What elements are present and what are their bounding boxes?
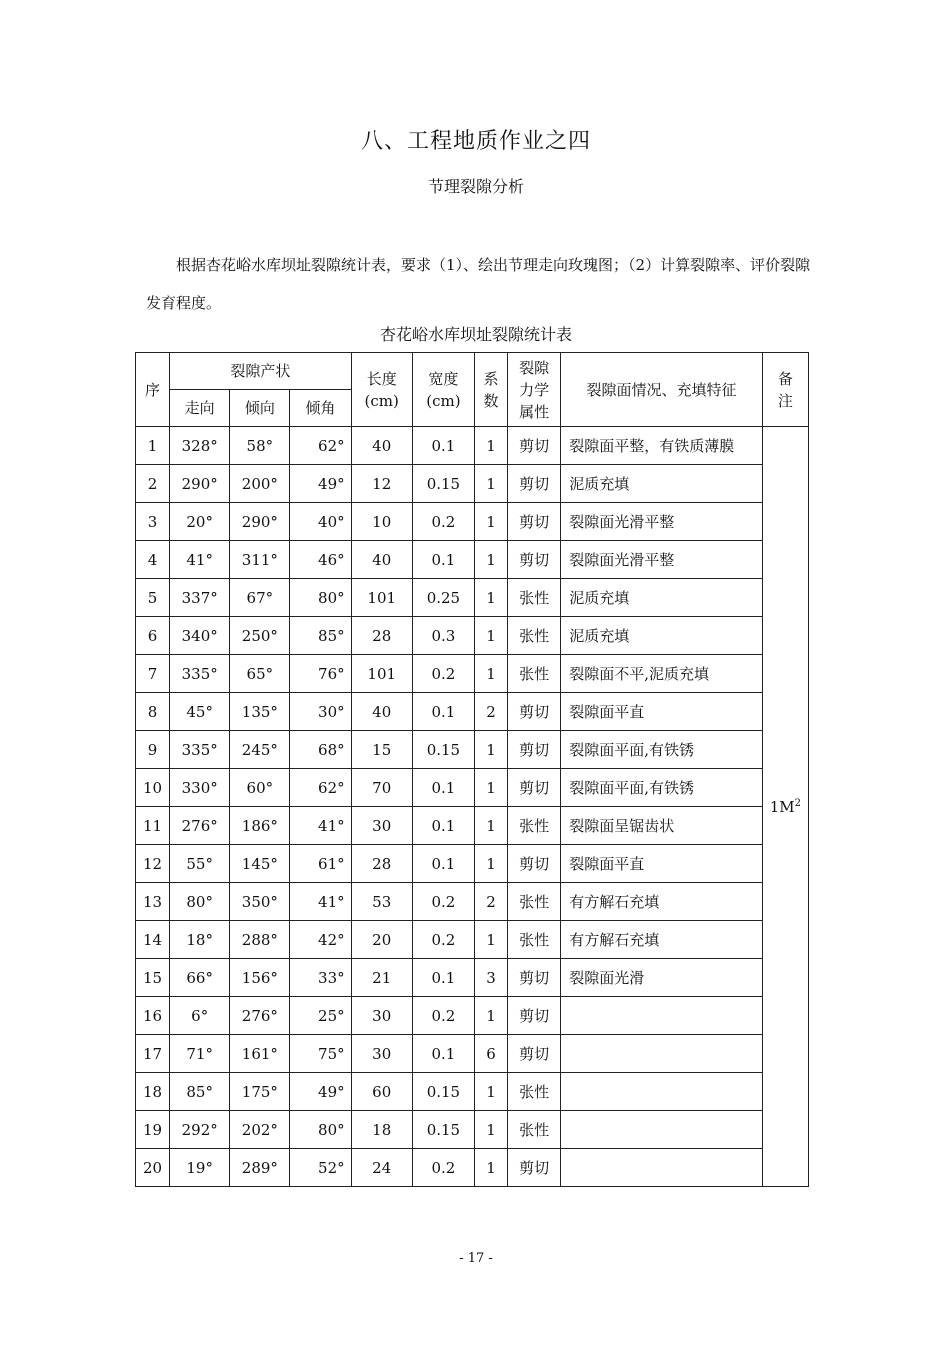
- width-cell: 0.1: [412, 959, 474, 997]
- row-number: 8: [136, 693, 170, 731]
- coefficient-cell: 2: [474, 883, 507, 921]
- dip-direction-cell: 311°: [230, 541, 290, 579]
- width-cell: 0.1: [412, 693, 474, 731]
- dip-direction-cell: 161°: [230, 1035, 290, 1073]
- intro-paragraph: 根据杏花峪水库坝址裂隙统计表，要求（1）、绘出节理走向玫瑰图；（2）计算裂隙率、评价裂隙发育程度。: [146, 256, 811, 312]
- header-seq: 序: [136, 353, 170, 427]
- table-row: [136, 1073, 809, 1111]
- mechanics-cell: 剪切: [508, 1035, 561, 1073]
- length-cell: 30: [351, 997, 412, 1035]
- header-strike: 走向: [170, 390, 230, 427]
- row-number: 1: [136, 427, 170, 465]
- description-cell: 泥质充填: [561, 579, 763, 617]
- coefficient-cell: 3: [474, 959, 507, 997]
- dip-direction-cell: 60°: [230, 769, 290, 807]
- description-cell: 裂隙面光滑平整: [561, 541, 763, 579]
- dip-angle-cell: 41°: [290, 807, 351, 845]
- length-cell: 15: [351, 731, 412, 769]
- dip-direction-cell: 245°: [230, 731, 290, 769]
- description-cell: 裂隙面光滑: [561, 959, 763, 997]
- length-cell: 28: [351, 845, 412, 883]
- table-row: [136, 1111, 809, 1149]
- coefficient-cell: 1: [474, 465, 507, 503]
- dip-direction-cell: 350°: [230, 883, 290, 921]
- description-cell: 有方解石充填: [561, 921, 763, 959]
- dip-angle-cell: 68°: [290, 731, 351, 769]
- description-cell: [561, 1073, 763, 1111]
- dip-angle-cell: 33°: [290, 959, 351, 997]
- dip-direction-cell: 135°: [230, 693, 290, 731]
- dip-angle-cell: 41°: [290, 883, 351, 921]
- dip-direction-cell: 67°: [230, 579, 290, 617]
- dip-direction-cell: 200°: [230, 465, 290, 503]
- table-row: [136, 769, 809, 807]
- strike-cell: 335°: [170, 655, 230, 693]
- length-cell: 70: [351, 769, 412, 807]
- dip-angle-cell: 61°: [290, 845, 351, 883]
- width-cell: 0.1: [412, 427, 474, 465]
- width-cell: 0.1: [412, 769, 474, 807]
- length-cell: 10: [351, 503, 412, 541]
- description-cell: 裂隙面平面,有铁锈: [561, 731, 763, 769]
- mechanics-cell: 剪切: [508, 959, 561, 997]
- remark-value: 1M: [769, 797, 795, 816]
- page-subtitle: 节理裂隙分析: [427, 177, 524, 196]
- mechanics-cell: 剪切: [508, 541, 561, 579]
- coefficient-cell: 1: [474, 1073, 507, 1111]
- header-mechanics: 裂隙 力学 属性: [508, 353, 561, 427]
- row-number: 17: [136, 1035, 170, 1073]
- coefficient-cell: 1: [474, 1149, 507, 1187]
- table-row: [136, 997, 809, 1035]
- width-cell: 0.2: [412, 655, 474, 693]
- dip-angle-cell: 85°: [290, 617, 351, 655]
- mechanics-cell: 剪切: [508, 845, 561, 883]
- mechanics-cell: 剪切: [508, 769, 561, 807]
- row-number: 19: [136, 1111, 170, 1149]
- table-row: [136, 427, 809, 465]
- coefficient-cell: 1: [474, 655, 507, 693]
- description-cell: 裂隙面不平,泥质充填: [561, 655, 763, 693]
- row-number: 20: [136, 1149, 170, 1187]
- page-number: - 17 -: [459, 1251, 493, 1266]
- dip-direction-cell: 288°: [230, 921, 290, 959]
- strike-cell: 20°: [170, 503, 230, 541]
- mechanics-cell: 剪切: [508, 1149, 561, 1187]
- coefficient-cell: 1: [474, 427, 507, 465]
- table-row: [136, 693, 809, 731]
- row-number: 15: [136, 959, 170, 997]
- length-cell: 30: [351, 1035, 412, 1073]
- strike-cell: 330°: [170, 769, 230, 807]
- mechanics-cell: 张性: [508, 617, 561, 655]
- dip-angle-cell: 49°: [290, 1073, 351, 1111]
- mechanics-cell: 张性: [508, 579, 561, 617]
- mechanics-cell: 张性: [508, 921, 561, 959]
- header-remark: 备 注: [762, 353, 808, 427]
- width-cell: 0.2: [412, 883, 474, 921]
- coefficient-cell: 1: [474, 579, 507, 617]
- row-number: 5: [136, 579, 170, 617]
- dip-angle-cell: 80°: [290, 579, 351, 617]
- table-row: [136, 921, 809, 959]
- header-coefficient: 系 数: [474, 353, 507, 427]
- description-cell: [561, 1111, 763, 1149]
- width-cell: 0.3: [412, 617, 474, 655]
- coefficient-cell: 1: [474, 769, 507, 807]
- strike-cell: 55°: [170, 845, 230, 883]
- row-number: 3: [136, 503, 170, 541]
- width-cell: 0.15: [412, 731, 474, 769]
- dip-angle-cell: 76°: [290, 655, 351, 693]
- strike-cell: 292°: [170, 1111, 230, 1149]
- length-cell: 60: [351, 1073, 412, 1111]
- description-cell: 裂隙面平整，有铁质薄膜: [561, 427, 763, 465]
- header-dip-angle: 倾角: [290, 390, 351, 427]
- table-row: [136, 1149, 809, 1187]
- width-cell: 0.2: [412, 1149, 474, 1187]
- description-cell: [561, 1149, 763, 1187]
- length-cell: 53: [351, 883, 412, 921]
- table-row: [136, 731, 809, 769]
- dip-angle-cell: 62°: [290, 769, 351, 807]
- description-cell: 泥质充填: [561, 617, 763, 655]
- table-row: [136, 617, 809, 655]
- width-cell: 0.15: [412, 1111, 474, 1149]
- header-description: 裂隙面情况、充填特征: [561, 353, 763, 427]
- length-cell: 18: [351, 1111, 412, 1149]
- row-number: 6: [136, 617, 170, 655]
- coefficient-cell: 1: [474, 617, 507, 655]
- strike-cell: 328°: [170, 427, 230, 465]
- length-cell: 28: [351, 617, 412, 655]
- dip-angle-cell: 75°: [290, 1035, 351, 1073]
- strike-cell: 340°: [170, 617, 230, 655]
- table-row: [136, 465, 809, 503]
- dip-angle-cell: 46°: [290, 541, 351, 579]
- coefficient-cell: 1: [474, 921, 507, 959]
- fracture-table: [135, 352, 809, 1187]
- table-row: [136, 807, 809, 845]
- length-cell: 30: [351, 807, 412, 845]
- dip-direction-cell: 145°: [230, 845, 290, 883]
- width-cell: 0.25: [412, 579, 474, 617]
- dip-direction-cell: 65°: [230, 655, 290, 693]
- width-cell: 0.1: [412, 845, 474, 883]
- coefficient-cell: 6: [474, 1035, 507, 1073]
- width-cell: 0.15: [412, 1073, 474, 1111]
- mechanics-cell: 张性: [508, 1111, 561, 1149]
- dip-angle-cell: 30°: [290, 693, 351, 731]
- strike-cell: 276°: [170, 807, 230, 845]
- mechanics-cell: 张性: [508, 883, 561, 921]
- mechanics-cell: 剪切: [508, 731, 561, 769]
- dip-angle-cell: 25°: [290, 997, 351, 1035]
- strike-cell: 18°: [170, 921, 230, 959]
- strike-cell: 337°: [170, 579, 230, 617]
- mechanics-cell: 张性: [508, 807, 561, 845]
- dip-direction-cell: 156°: [230, 959, 290, 997]
- row-number: 12: [136, 845, 170, 883]
- dip-direction-cell: 175°: [230, 1073, 290, 1111]
- description-cell: 裂隙面呈锯齿状: [561, 807, 763, 845]
- length-cell: 12: [351, 465, 412, 503]
- strike-cell: 71°: [170, 1035, 230, 1073]
- table-row: [136, 655, 809, 693]
- dip-direction-cell: 58°: [230, 427, 290, 465]
- row-number: 2: [136, 465, 170, 503]
- row-number: 7: [136, 655, 170, 693]
- strike-cell: 6°: [170, 997, 230, 1035]
- remark-cell: [762, 427, 808, 1187]
- description-cell: 裂隙面平直: [561, 693, 763, 731]
- length-cell: 101: [351, 579, 412, 617]
- length-cell: 24: [351, 1149, 412, 1187]
- mechanics-cell: 剪切: [508, 427, 561, 465]
- length-cell: 40: [351, 693, 412, 731]
- coefficient-cell: 1: [474, 845, 507, 883]
- table-row: [136, 541, 809, 579]
- strike-cell: 66°: [170, 959, 230, 997]
- mechanics-cell: 剪切: [508, 465, 561, 503]
- description-cell: 裂隙面平面,有铁锈: [561, 769, 763, 807]
- mechanics-cell: 张性: [508, 655, 561, 693]
- row-number: 14: [136, 921, 170, 959]
- mechanics-cell: 剪切: [508, 503, 561, 541]
- description-cell: 泥质充填: [561, 465, 763, 503]
- dip-direction-cell: 289°: [230, 1149, 290, 1187]
- table-row: [136, 1035, 809, 1073]
- table-row: [136, 959, 809, 997]
- strike-cell: 41°: [170, 541, 230, 579]
- table-caption: 杏花峪水库坝址裂隙统计表: [379, 325, 572, 344]
- description-cell: 裂隙面平直: [561, 845, 763, 883]
- width-cell: 0.15: [412, 465, 474, 503]
- strike-cell: 45°: [170, 693, 230, 731]
- dip-angle-cell: 80°: [290, 1111, 351, 1149]
- strike-cell: 85°: [170, 1073, 230, 1111]
- remark-superscript: 2: [794, 797, 802, 809]
- dip-direction-cell: 202°: [230, 1111, 290, 1149]
- row-number: 16: [136, 997, 170, 1035]
- width-cell: 0.1: [412, 1035, 474, 1073]
- header-width: 宽度 (cm): [412, 353, 474, 427]
- mechanics-cell: 张性: [508, 1073, 561, 1111]
- dip-direction-cell: 250°: [230, 617, 290, 655]
- row-number: 11: [136, 807, 170, 845]
- width-cell: 0.1: [412, 541, 474, 579]
- dip-angle-cell: 49°: [290, 465, 351, 503]
- dip-angle-cell: 42°: [290, 921, 351, 959]
- table-row: [136, 579, 809, 617]
- description-cell: [561, 1035, 763, 1073]
- width-cell: 0.2: [412, 921, 474, 959]
- strike-cell: 80°: [170, 883, 230, 921]
- coefficient-cell: 1: [474, 997, 507, 1035]
- length-cell: 40: [351, 541, 412, 579]
- dip-direction-cell: 186°: [230, 807, 290, 845]
- width-cell: 0.1: [412, 807, 474, 845]
- width-cell: 0.2: [412, 997, 474, 1035]
- strike-cell: 290°: [170, 465, 230, 503]
- coefficient-cell: 1: [474, 731, 507, 769]
- dip-angle-cell: 52°: [290, 1149, 351, 1187]
- header-length: 长度 (cm): [351, 353, 412, 427]
- header-dip-direction: 倾向: [230, 390, 290, 427]
- table-row: [136, 845, 809, 883]
- coefficient-cell: 1: [474, 1111, 507, 1149]
- dip-angle-cell: 62°: [290, 427, 351, 465]
- header-attitude: 裂隙产状: [170, 353, 352, 390]
- description-cell: 有方解石充填: [561, 883, 763, 921]
- coefficient-cell: 1: [474, 503, 507, 541]
- coefficient-cell: 2: [474, 693, 507, 731]
- table-row: [136, 503, 809, 541]
- dip-angle-cell: 40°: [290, 503, 351, 541]
- length-cell: 101: [351, 655, 412, 693]
- row-number: 4: [136, 541, 170, 579]
- strike-cell: 335°: [170, 731, 230, 769]
- dip-direction-cell: 290°: [230, 503, 290, 541]
- dip-direction-cell: 276°: [230, 997, 290, 1035]
- row-number: 13: [136, 883, 170, 921]
- table-row: [136, 883, 809, 921]
- row-number: 9: [136, 731, 170, 769]
- coefficient-cell: 1: [474, 541, 507, 579]
- mechanics-cell: 剪切: [508, 997, 561, 1035]
- coefficient-cell: 1: [474, 807, 507, 845]
- length-cell: 20: [351, 921, 412, 959]
- mechanics-cell: 剪切: [508, 693, 561, 731]
- length-cell: 40: [351, 427, 412, 465]
- strike-cell: 19°: [170, 1149, 230, 1187]
- row-number: 18: [136, 1073, 170, 1111]
- length-cell: 21: [351, 959, 412, 997]
- page-title: 八、工程地质作业之四: [360, 129, 591, 154]
- row-number: 10: [136, 769, 170, 807]
- description-cell: 裂隙面光滑平整: [561, 503, 763, 541]
- table-body: [136, 427, 809, 1187]
- width-cell: 0.2: [412, 503, 474, 541]
- description-cell: [561, 997, 763, 1035]
